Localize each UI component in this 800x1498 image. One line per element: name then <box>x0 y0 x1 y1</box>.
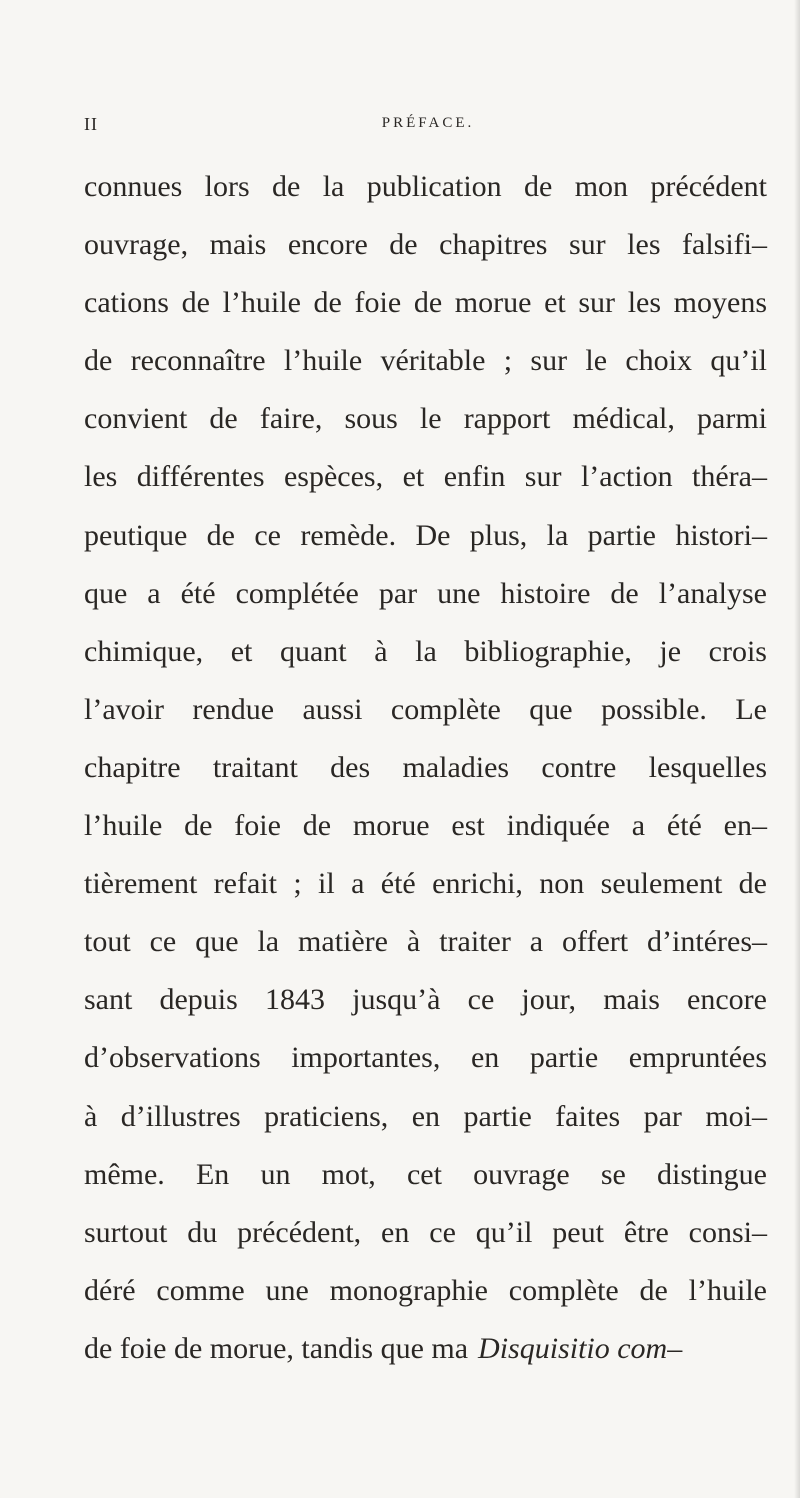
text-line: sant depuis 1843 jusqu’à ce jour, mais encore <box>84 983 767 1017</box>
text-line: ouvrage, mais encore de chapitres sur les falsifi– <box>84 228 767 262</box>
text-line: convient de faire, sous le rapport médical, parmi <box>84 402 767 436</box>
page-number: II <box>84 114 98 134</box>
text-line: chimique, et quant à la bibliographie, je crois <box>84 634 767 668</box>
page-title: PRÉFACE. <box>381 115 475 131</box>
text-line: surtout du précédent, en ce qu’il peut être consi– <box>84 1215 767 1249</box>
text-line: chapitre traitant des maladies contre lesquelles <box>84 750 767 784</box>
text-line: les différentes espèces, et enfin sur l’action théra– <box>84 460 767 494</box>
text-line: l’huile de foie de morue est indiquée a été en– <box>84 809 767 843</box>
text-line: tout ce que la matière à traiter a offert d’intéres– <box>84 925 767 959</box>
text-line: de reconnaître l’huile véritable ; sur le choix qu’il <box>84 344 767 378</box>
text-line: d’observations importantes, en partie empruntées <box>84 1041 767 1075</box>
text-line: cations de l’huile de foie de morue et sur les moyens <box>84 286 767 320</box>
text-line: l’avoir rendue aussi complète que possible. Le <box>84 692 767 726</box>
text-line: connues lors de la publication de mon précédent <box>84 170 767 203</box>
page-edge-shadow <box>794 0 800 1498</box>
book-title-italic: Disquisitio com– <box>478 1331 683 1365</box>
text-line: déré comme une monographie complète de l’huile <box>84 1273 767 1307</box>
text-line-last-roman: de foie de morue, tandis que ma <box>84 1331 469 1365</box>
running-head <box>84 114 764 138</box>
text-line: peutique de ce remède. De plus, la partie histori– <box>84 518 767 552</box>
text-line-last <box>84 1320 767 1378</box>
text-line: tièrement refait ; il a été enrichi, non seulement de <box>84 867 767 901</box>
text-line: que a été complétée par une histoire de l’analyse <box>84 576 767 610</box>
text-line: à d’illustres praticiens, en partie faites par moi– <box>84 1099 767 1133</box>
body-text <box>84 158 767 1378</box>
text-line: même. En un mot, cet ouvrage se distingue <box>84 1157 767 1191</box>
